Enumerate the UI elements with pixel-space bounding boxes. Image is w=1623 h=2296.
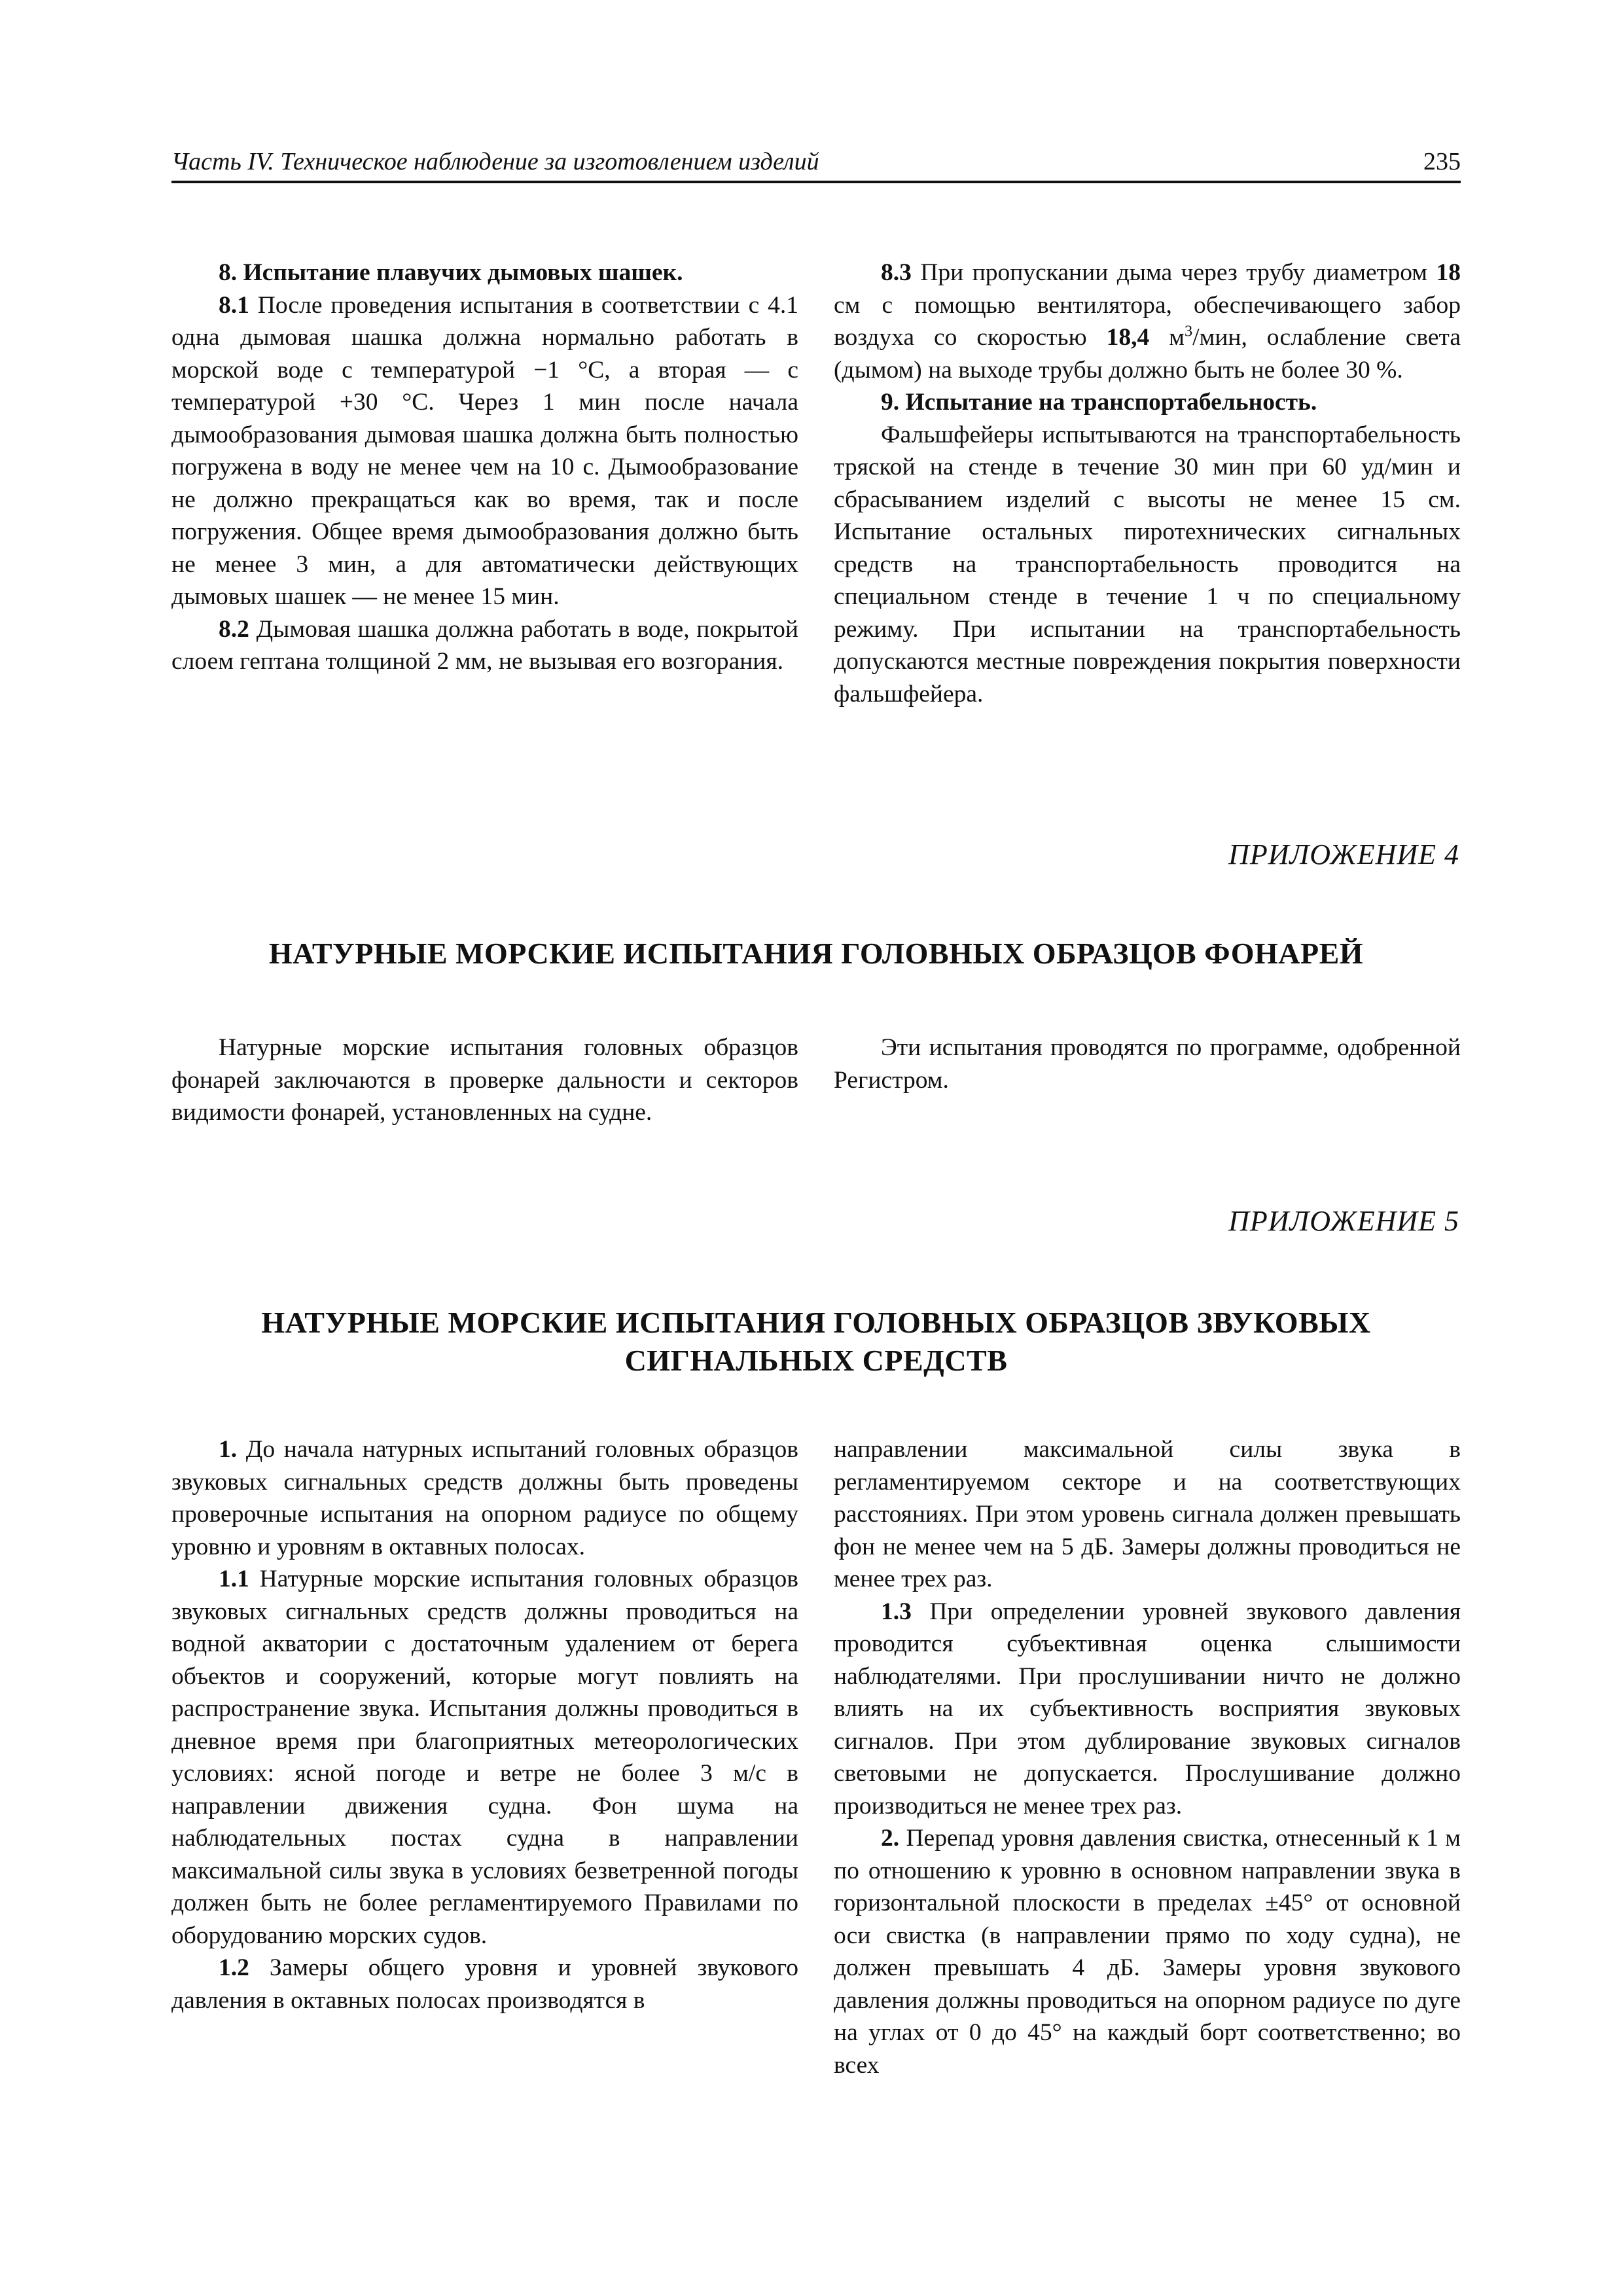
appendix5-title-line2: СИГНАЛЬНЫХ СРЕДСТВ bbox=[624, 1344, 1008, 1377]
paragraph: направлении максимальной силы звука в регламентируемом секторе и на соответствующих расстояниях. При этом уровень сигнала должен превышать фон не менее чем на 5 дБ. Замеры должны проводиться не менее трех раз. bbox=[834, 1436, 1461, 1592]
appendix5-label: ПРИЛОЖЕНИЕ 5 bbox=[1228, 1205, 1459, 1237]
appendix5-title-line1: НАТУРНЫЕ МОРСКИЕ ИСПЫТАНИЯ ГОЛОВНЫХ ОБРАЗЦОВ ЗВУКОВЫХ bbox=[261, 1306, 1371, 1339]
appendix5-left-column bbox=[171, 1433, 798, 2017]
paragraph: 8.1 После проведения испытания в соответствии с 4.1 одна дымовая шашка должна нормально работать в морской воде с температурой −1 °С, а вторая — с температурой +30 °С. Через 1 мин после начала дымообразования дымовая шашка должна быть полностью погружена в воду не менее чем на 10 с. Дымообразование не должно прекращаться как во время, так и после погружения. Общее время дымообразования должно быть не менее 3 мин, а для автоматически действующих дымовых шашек — не менее 15 мин. bbox=[171, 291, 798, 610]
paragraph: 2. Перепад уровня давления свистка, отнесенный к 1 м по отношению к уровню в основном направлении звука в горизонтальной плоскости в пределах ±45° от основной оси свистка (в направлении прямо по ходу судна), не должен превышать 4 дБ. Замеры уровня звукового давления должны проводиться на опорном радиусе по дуге на углах от 0 до 45° на каждый борт соответственно; во всех bbox=[834, 1825, 1461, 2079]
section8-left-column bbox=[171, 257, 798, 678]
paragraph: 1.2 Замеры общего уровня и уровней звукового давления в октавных полосах производятся в bbox=[171, 1954, 798, 2014]
appendix4-left-column bbox=[171, 1031, 798, 1129]
running-header bbox=[171, 145, 1461, 183]
paragraph: 1.1 Натурные морские испытания головных образцов звуковых сигнальных средств должны проводиться на водной акватории с достаточным удалением от берега объектов и сооружений, которые могут повлиять на распространение звука. Испытания должны проводиться в дневное время при благоприятных метеорологических условиях: ясной погоде и ветре не более 3 м/с в направлении движения судна. Фон шума на наблюдательных постах судна в направлении максимальной силы звука в условиях безветренной погоды должен быть не более регламентируемого Правилами по оборудованию морских судов. bbox=[171, 1566, 798, 1949]
page-number: 235 bbox=[1423, 148, 1461, 175]
appendix5-right-column bbox=[834, 1433, 1461, 2081]
appendix4-title: НАТУРНЫЕ МОРСКИЕ ИСПЫТАНИЯ ГОЛОВНЫХ ОБРАЗЦОВ ФОНАРЕЙ bbox=[268, 937, 1364, 970]
paragraph: 1.3 При определении уровней звукового давления проводится субъективная оценка слышимости наблюдателями. При прослушивании ничто не должно влиять на их субъективность восприятия звуковых сигналов. При этом дублирование звуковых сигналов световыми не допускается. Прослушивание должно производиться не менее трех раз. bbox=[834, 1598, 1461, 1820]
section8-right-column bbox=[834, 257, 1461, 710]
header-title: Часть IV. Техническое наблюдение за изготовлением изделий bbox=[171, 148, 819, 175]
paragraph: 8. Испытание плавучих дымовых шашек. bbox=[219, 259, 683, 286]
paragraph: Фальшфейеры испытываются на транспортабельность тряской на стенде в течение 30 мин при 60 уд/мин и сбрасыванием изделий с высоты не менее 15 см. Испытание остальных пиротехнических сигнальных средств на транспортабельность проводится на специальном стенде в течение 1 ч по специальному режиму. При испытании на транспортабельность допускаются местные повреждения покрытия поверхности фальшфейера. bbox=[834, 421, 1461, 708]
paragraph: 8.2 Дымовая шашка должна работать в воде, покрытой слоем гептана толщиной 2 мм, не вызывая его возгорания. bbox=[171, 615, 798, 675]
paragraph: 9. Испытание на транспортабельность. bbox=[881, 389, 1317, 416]
paragraph: Эти испытания проводятся по программе, одобренной Регистром. bbox=[834, 1034, 1461, 1094]
paragraph: 1. До начала натурных испытаний головных образцов звуковых сигнальных средств должны быть проведены проверочные испытания на опорном радиусе по общему уровню и уровням в октавных полосах. bbox=[171, 1436, 798, 1560]
appendix5-title bbox=[171, 1304, 1461, 1380]
paragraph: Натурные морские испытания головных образцов фонарей заключаются в проверке дальности и секторов видимости фонарей, установленных на судне. bbox=[171, 1034, 798, 1126]
appendix4-right-column bbox=[834, 1031, 1461, 1096]
appendix4-label: ПРИЛОЖЕНИЕ 4 bbox=[1228, 838, 1459, 870]
paragraph: 8.3 При пропускании дыма через трубу диаметром 18 см с помощью вентилятора, обеспечивающего забор воздуха со скоростью 18,4 $м^3$/мин, ослабление света (дымом) на выходе трубы должно быть не более 30 %. bbox=[834, 259, 1461, 384]
